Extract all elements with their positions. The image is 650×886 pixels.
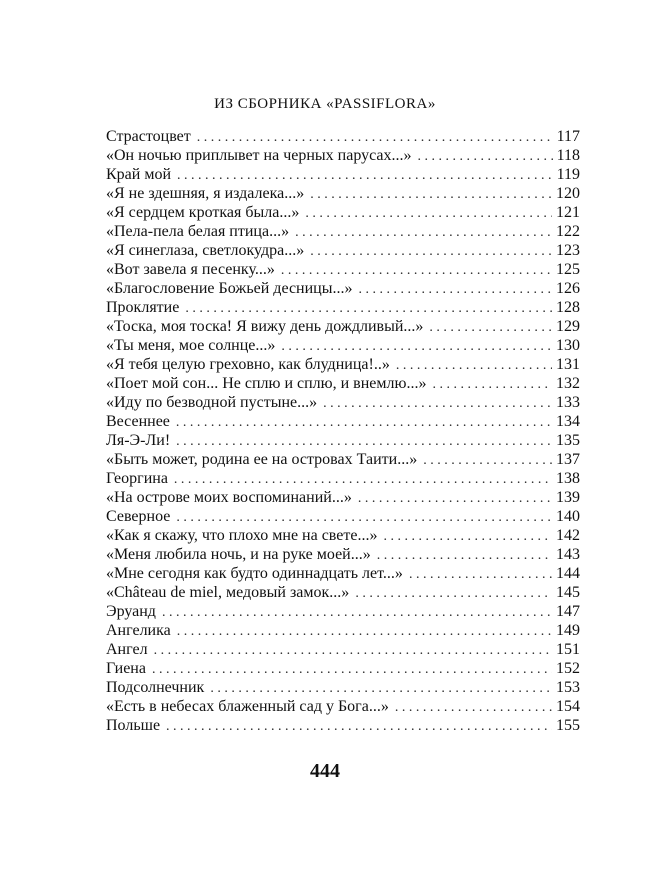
toc-entry — [106, 716, 580, 735]
toc-entry-page: 118 — [556, 147, 580, 164]
dot-leader — [281, 261, 552, 280]
toc-entry-page: 144 — [556, 565, 580, 582]
dot-leader — [154, 641, 552, 660]
toc-entry-page: 125 — [556, 261, 580, 278]
dot-leader — [295, 223, 552, 242]
toc-entry — [106, 602, 580, 621]
dot-leader — [177, 166, 553, 185]
toc-entry-title: «Быть может, родина ее на островах Таити...» — [106, 451, 418, 468]
toc-entry-page: 132 — [556, 375, 580, 392]
toc-entry — [106, 184, 580, 203]
toc-entry-page: 131 — [556, 356, 580, 373]
toc-entry — [106, 507, 580, 526]
toc-entry-title: Гиена — [106, 660, 146, 677]
toc-entry-page: 149 — [556, 622, 580, 639]
toc-entry-page: 119 — [556, 166, 580, 183]
toc-entry — [106, 659, 580, 678]
dot-leader — [358, 280, 552, 299]
toc-entry-page: 143 — [556, 546, 580, 563]
dot-leader — [166, 717, 552, 736]
toc-entry-title: Ангелика — [106, 622, 171, 639]
toc-entry-title: «Он ночью приплывет на черных парусах...» — [106, 147, 412, 164]
toc-entry — [106, 336, 580, 355]
toc-entry — [106, 450, 580, 469]
dot-leader — [176, 413, 552, 432]
toc-entry — [106, 545, 580, 564]
toc-entry-page: 133 — [556, 394, 580, 411]
toc-entry-title: Северное — [106, 508, 171, 525]
dot-leader — [281, 337, 552, 356]
toc-entry-page: 151 — [556, 641, 580, 658]
toc-entry — [106, 355, 580, 374]
toc-entry-title: «Ты меня, мое солнце...» — [106, 337, 276, 354]
page-number: 444 — [310, 760, 340, 782]
dot-leader — [432, 375, 552, 394]
toc-entry-title: «Я тебя целую греховно, как блудница!..» — [106, 356, 390, 373]
toc-entry — [106, 393, 580, 412]
dot-leader — [162, 603, 552, 622]
dot-leader — [185, 299, 552, 318]
toc-entry-title: «Мне сегодня как будто одиннадцать лет...» — [106, 565, 403, 582]
dot-leader — [423, 451, 552, 470]
toc-entry-title: «Поет мой сон... Не сплю и сплю, и внемлю...» — [106, 375, 427, 392]
toc-entry-page: 129 — [556, 318, 580, 335]
section-title: ИЗ СБОРНИКА «PASSIFLORA» — [214, 96, 436, 112]
dot-leader — [429, 318, 552, 337]
toc-entry-page: 153 — [556, 679, 580, 696]
toc-entry-page: 138 — [556, 470, 580, 487]
dot-leader — [383, 527, 552, 546]
dot-leader — [210, 679, 552, 698]
toc-entry-title: «Есть в небесах блаженный сад у Бога...» — [106, 698, 389, 715]
dot-leader — [358, 489, 552, 508]
toc-entry-page: 120 — [556, 185, 580, 202]
toc-entry-title: «Я синеглаза, светлокудра...» — [106, 242, 305, 259]
toc-entry — [106, 241, 580, 260]
toc-entry-page: 135 — [556, 432, 580, 449]
toc-entry-title: «Château de miel, медовый замок...» — [106, 584, 350, 601]
dot-leader — [152, 660, 552, 679]
toc-entry-title: Весеннее — [106, 413, 170, 430]
toc-entry-page: 140 — [556, 508, 580, 525]
dot-leader — [310, 242, 552, 261]
toc-entry — [106, 203, 580, 222]
toc-entry — [106, 279, 580, 298]
dot-leader — [176, 432, 552, 451]
toc-entry-title: «На острове моих воспоминаний...» — [106, 489, 352, 506]
toc-entry-page: 126 — [556, 280, 580, 297]
dot-leader — [418, 147, 553, 166]
toc-entry — [106, 146, 580, 165]
toc-entry — [106, 526, 580, 545]
dot-leader — [176, 508, 552, 527]
toc-entry-title: Ангел — [106, 641, 148, 658]
toc-entry-page: 128 — [556, 299, 580, 316]
toc-entry-title: «Меня любила ночь, и на руке моей...» — [106, 546, 371, 563]
dot-leader — [323, 394, 552, 413]
toc-entry — [106, 697, 580, 716]
toc-entry-page: 155 — [556, 717, 580, 734]
toc-entry — [106, 621, 580, 640]
toc-entry-title: «Я не здешняя, я издалека...» — [106, 185, 305, 202]
toc-entry-page: 123 — [556, 242, 580, 259]
dot-leader — [177, 622, 552, 641]
dot-leader — [409, 565, 552, 584]
toc-entry — [106, 469, 580, 488]
toc-entry-page: 154 — [556, 698, 580, 715]
toc-entry-title: «Иду по безводной пустыне...» — [106, 394, 318, 411]
toc-entry-title: «Вот завела я песенку...» — [106, 261, 275, 278]
dot-leader — [197, 128, 553, 147]
toc-entry-page: 145 — [556, 584, 580, 601]
toc-entry-page: 152 — [556, 660, 580, 677]
toc-entry-title: Эруанд — [106, 603, 156, 620]
dot-leader — [310, 185, 552, 204]
toc-entry-page: 130 — [556, 337, 580, 354]
toc-entry-page: 122 — [556, 223, 580, 240]
toc-entry — [106, 165, 580, 184]
toc-entry — [106, 412, 580, 431]
toc-entry-page: 142 — [556, 527, 580, 544]
toc-entry-title: Подсолнечник — [106, 679, 205, 696]
toc-entry — [106, 374, 580, 393]
table-of-contents — [106, 127, 580, 735]
dot-leader — [396, 356, 552, 375]
toc-entry-title: «Пела-пела белая птица...» — [106, 223, 290, 240]
toc-entry-page: 147 — [556, 603, 580, 620]
toc-entry — [106, 127, 580, 146]
toc-entry — [106, 488, 580, 507]
toc-entry — [106, 678, 580, 697]
toc-entry — [106, 317, 580, 336]
toc-entry-title: «Как я скажу, что плохо мне на свете...» — [106, 527, 378, 544]
toc-entry-title: Проклятие — [106, 299, 180, 316]
dot-leader — [305, 204, 552, 223]
toc-entry — [106, 640, 580, 659]
toc-entry — [106, 583, 580, 602]
dot-leader — [355, 584, 552, 603]
dot-leader — [377, 546, 552, 565]
toc-entry-title: «Благословение Божьей десницы...» — [106, 280, 353, 297]
toc-entry-page: 134 — [556, 413, 580, 430]
toc-entry-title: «Тоска, моя тоска! Я вижу день дождливый...» — [106, 318, 424, 335]
toc-entry-title: Польше — [106, 717, 161, 734]
toc-entry-title: Ля-Э-Ли! — [106, 432, 171, 449]
dot-leader — [395, 698, 552, 717]
toc-entry-page: 139 — [556, 489, 580, 506]
toc-entry — [106, 564, 580, 583]
toc-entry — [106, 298, 580, 317]
toc-entry-title: Край мой — [106, 166, 172, 183]
dot-leader — [174, 470, 552, 489]
toc-entry-page: 121 — [556, 204, 580, 221]
toc-entry-title: «Я сердцем кроткая была...» — [106, 204, 300, 221]
toc-entry — [106, 431, 580, 450]
toc-entry-title: Георгина — [106, 470, 168, 487]
toc-entry — [106, 260, 580, 279]
toc-entry-title: Страстоцвет — [106, 128, 191, 145]
toc-entry-page: 117 — [556, 128, 580, 145]
toc-entry — [106, 222, 580, 241]
toc-entry-page: 137 — [556, 451, 580, 468]
